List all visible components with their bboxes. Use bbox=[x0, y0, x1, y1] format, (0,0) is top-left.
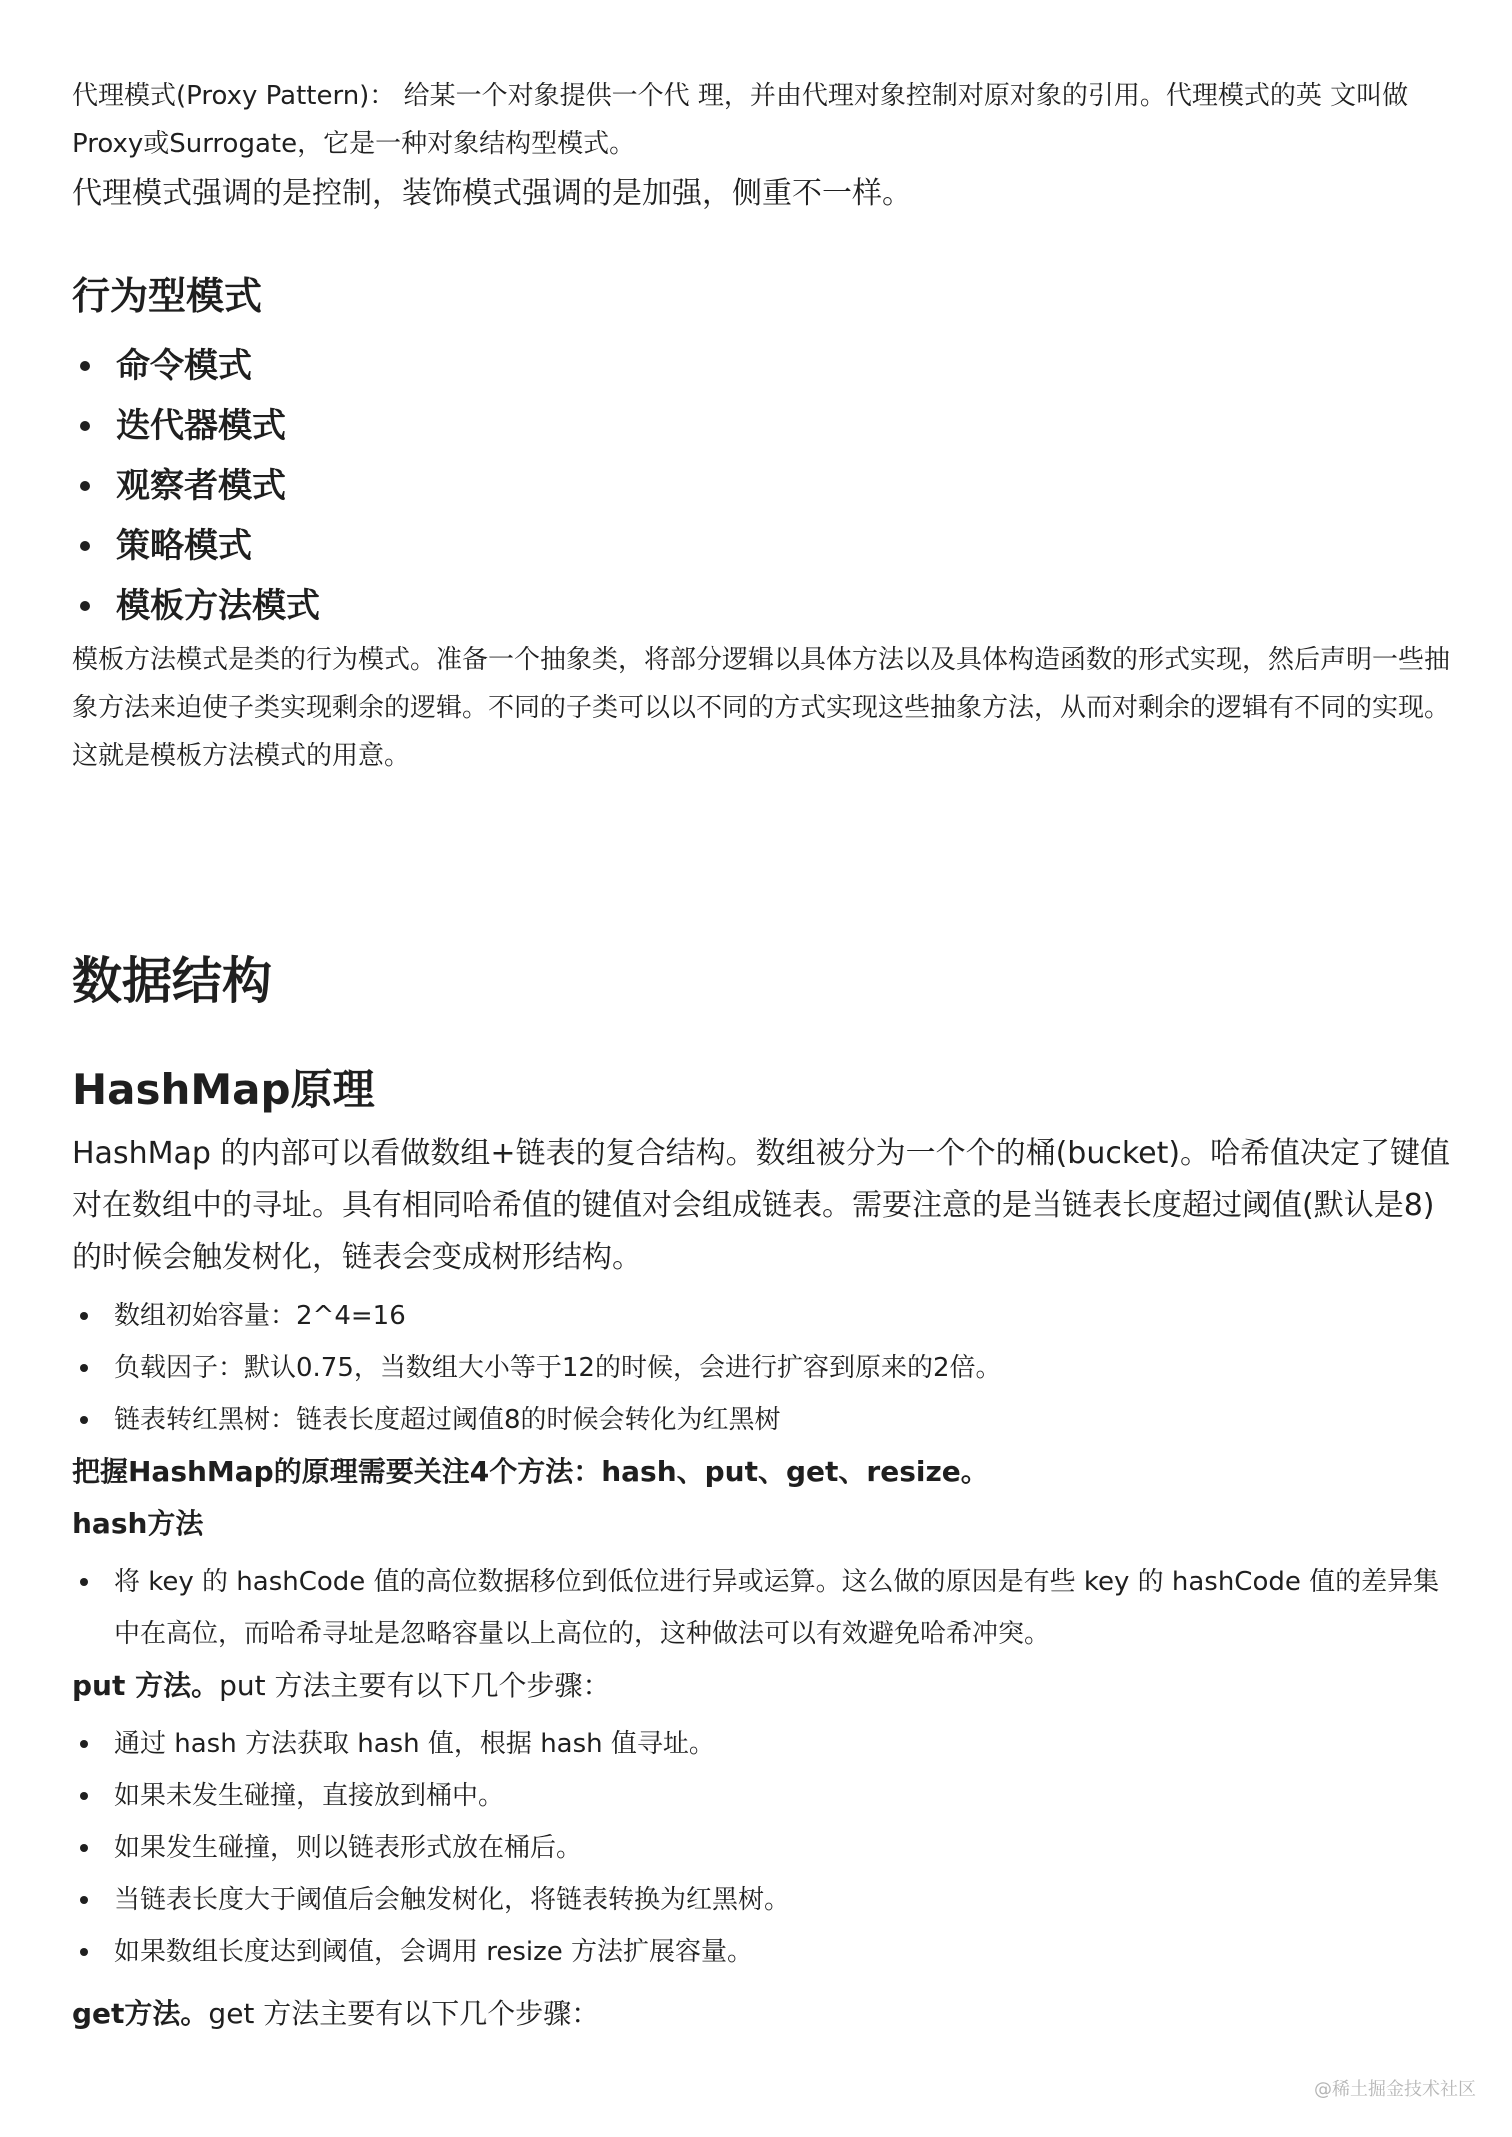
get-method-line bbox=[72, 1990, 599, 2038]
list-item: 负载因子：默认0.75，当数组大小等于12的时候，会进行扩容到原来的2倍。 bbox=[72, 1342, 1002, 1394]
list-item: 模板方法模式 bbox=[72, 576, 320, 636]
bullet-icon bbox=[80, 1792, 88, 1800]
watermark: @稀土掘金技术社区 bbox=[1314, 2079, 1476, 2100]
proxy-definition: 代理模式(Proxy Pattern)： 给某一个对象提供一个代 理，并由代理对象控制对原对象的引用。代理模式的英 文叫做Proxy或Surrogate，它是一种对象结构型模式。 bbox=[72, 81, 1409, 159]
list-item: 如果发生碰撞，则以链表形式放在桶后。 bbox=[72, 1822, 790, 1874]
list-item: 迭代器模式 bbox=[72, 396, 320, 456]
bullet-icon bbox=[80, 541, 90, 551]
behavioral-heading: 行为型模式 bbox=[72, 274, 263, 318]
bullet-icon bbox=[80, 421, 90, 431]
bullet-icon bbox=[80, 1896, 88, 1904]
hashmap-heading: HashMap原理 bbox=[72, 1065, 375, 1114]
bullet-icon bbox=[80, 1578, 88, 1586]
four-methods-line: 把握HashMap的原理需要关注4个方法：hash、put、get、resize。 bbox=[72, 1455, 989, 1488]
put-method-list bbox=[72, 1718, 790, 1978]
put-method-line bbox=[72, 1662, 611, 1710]
behavioral-list bbox=[72, 336, 320, 636]
hash-method-heading: hash方法 bbox=[72, 1507, 204, 1540]
bullet-icon bbox=[80, 601, 90, 611]
hashmap-intro: HashMap 的内部可以看做数组+链表的复合结构。数组被分为一个个的桶(bucket)。哈希值决定了键值对在数组中的寻址。具有相同哈希值的键值对会组成链表。需要注意的是当链表长度超过阈值(默认是8)的时候会触发树化，链表会变成树形结构。 bbox=[72, 1136, 1451, 1275]
put-method-label: put 方法。 bbox=[72, 1669, 220, 1702]
bullet-icon bbox=[80, 1740, 88, 1748]
proxy-vs-decorator: 代理模式强调的是控制，装饰模式强调的是加强，侧重不一样。 bbox=[72, 176, 912, 211]
data-structures-heading: 数据结构 bbox=[72, 952, 272, 1010]
get-method-text: get 方法主要有以下几个步骤： bbox=[208, 1997, 600, 2030]
bullet-icon bbox=[80, 1364, 88, 1372]
list-item: 如果数组长度达到阈值，会调用 resize 方法扩展容量。 bbox=[72, 1926, 790, 1978]
list-item: 链表转红黑树：链表长度超过阈值8的时候会转化为红黑树 bbox=[72, 1394, 1002, 1446]
list-item: 将 key 的 hashCode 值的高位数据移位到低位进行异或运算。这么做的原因是有些 key 的 hashCode 值的差异集中在高位，而哈希寻址是忽略容量以上高位的，这种做法可以有效避免哈希冲突。 bbox=[72, 1556, 1452, 1660]
template-method-description: 模板方法模式是类的行为模式。准备一个抽象类，将部分逻辑以具体方法以及具体构造函数的形式实现，然后声明一些抽象方法来迫使子类实现剩余的逻辑。不同的子类可以以不同的方式实现这些抽象方法，从而对剩余的逻辑有不同的实现。这就是模板方法模式的用意。 bbox=[72, 645, 1451, 771]
hashmap-facts-list bbox=[72, 1290, 1002, 1446]
bullet-icon bbox=[80, 481, 90, 491]
bullet-icon bbox=[80, 1312, 88, 1320]
bullet-icon bbox=[80, 1844, 88, 1852]
hash-method-list bbox=[72, 1556, 1452, 1660]
list-item: 当链表长度大于阈值后会触发树化，将链表转换为红黑树。 bbox=[72, 1874, 790, 1926]
put-method-text: put 方法主要有以下几个步骤： bbox=[219, 1669, 611, 1702]
list-item: 数组初始容量：2^4=16 bbox=[72, 1290, 1002, 1342]
bullet-icon bbox=[80, 361, 90, 371]
list-item: 策略模式 bbox=[72, 516, 320, 576]
bullet-icon bbox=[80, 1416, 88, 1424]
list-item: 观察者模式 bbox=[72, 456, 320, 516]
list-item: 如果未发生碰撞，直接放到桶中。 bbox=[72, 1770, 790, 1822]
list-item: 通过 hash 方法获取 hash 值，根据 hash 值寻址。 bbox=[72, 1718, 790, 1770]
list-item: 命令模式 bbox=[72, 336, 320, 396]
get-method-label: get方法。 bbox=[72, 1997, 209, 2030]
bullet-icon bbox=[80, 1948, 88, 1956]
